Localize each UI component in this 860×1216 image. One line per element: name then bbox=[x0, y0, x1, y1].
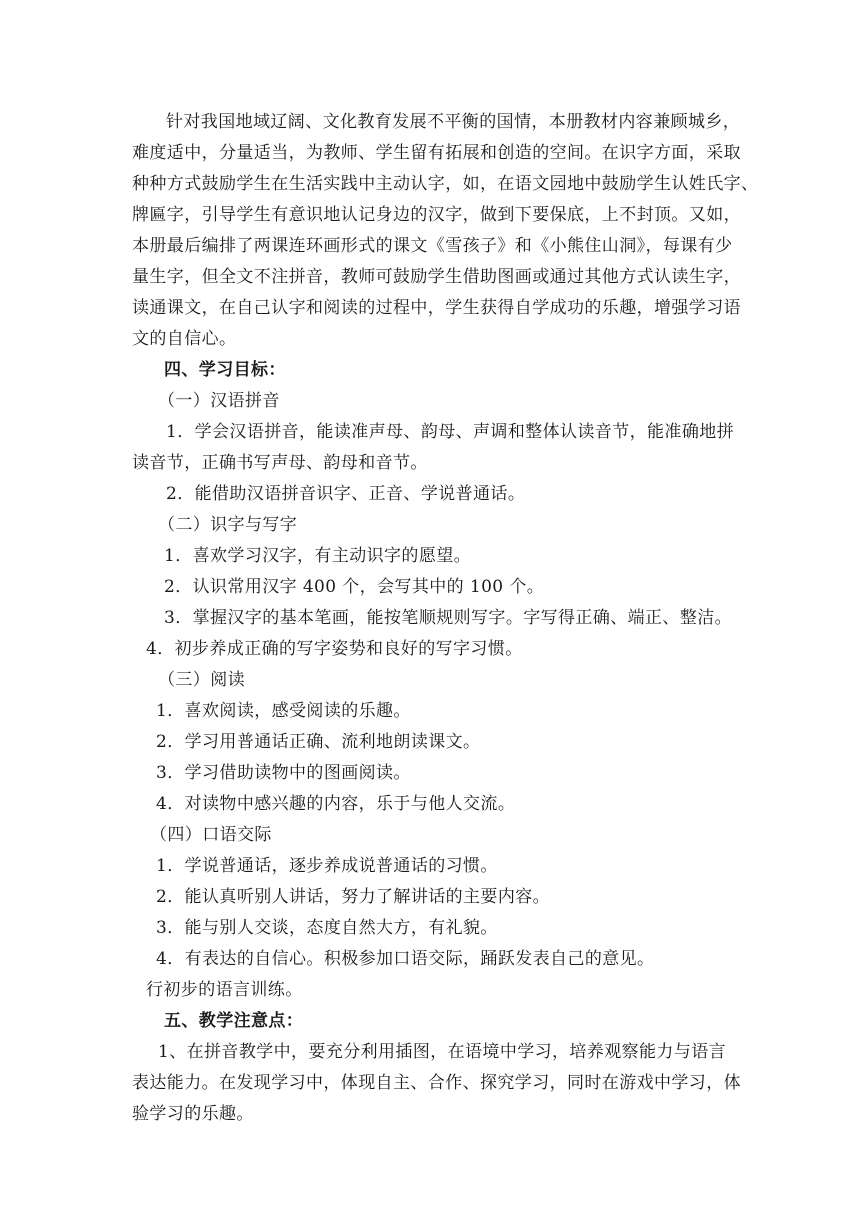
trailing-text: 行初步的语言训练。 bbox=[146, 980, 303, 1000]
intro-line: 难度适中，分量适当，为教师、学生留有拓展和创造的空间。在识字方面，采取 bbox=[132, 143, 741, 163]
list-item: 1．学会汉语拼音，能读准声母、韵母、声调和整体认读音节，能准确地拼 bbox=[166, 422, 735, 442]
list-item: 4．初步养成正确的写字姿势和良好的写字习惯。 bbox=[146, 639, 523, 659]
list-item: 3．学习借助读物中的图画阅读。 bbox=[156, 763, 411, 783]
body-line: 验学习的乐趣。 bbox=[132, 1104, 254, 1124]
list-item: 4．对读物中感兴趣的内容，乐于与他人交流。 bbox=[156, 794, 516, 814]
section-heading: 五、教学注意点： bbox=[164, 1011, 304, 1031]
intro-line: 本册最后编排了两课连环画形式的课文《雪孩子》和《小熊住山洞》，每课有少 bbox=[132, 236, 733, 256]
list-item: 1．喜欢阅读，感受阅读的乐趣。 bbox=[156, 701, 411, 721]
list-item: 2．认识常用汉字 400 个，会写其中的 100 个。 bbox=[164, 577, 545, 597]
intro-line: 文的自信心。 bbox=[132, 329, 237, 349]
section-heading: 四、学习目标： bbox=[164, 360, 286, 380]
list-item-continued: 读音节，正确书写声母、韵母和音节。 bbox=[132, 453, 428, 473]
subsection-title: （二）识字与写字 bbox=[158, 515, 298, 535]
body-line: 表达能力。在发现学习中，体现自主、合作、探究学习，同时在游戏中学习，体 bbox=[132, 1073, 741, 1093]
intro-line: 牌匾字，引导学生有意识地认记身边的汉字，做到下要保底，上不封顶。又如， bbox=[132, 205, 741, 225]
list-item: 2．能认真听别人讲话，努力了解讲话的主要内容。 bbox=[156, 887, 551, 907]
intro-line: 针对我国地域辽阔、文化教育发展不平衡的国情，本册教材内容兼顾城乡， bbox=[166, 112, 741, 132]
list-item: 2．能借助汉语拼音识字、正音、学说普通话。 bbox=[166, 484, 526, 504]
intro-line: 种种方式鼓励学生在生活实践中主动认字，如，在语文园地中鼓励学生认姓氏字、 bbox=[132, 174, 759, 194]
subsection-title: （一）汉语拼音 bbox=[158, 391, 280, 411]
intro-line: 量生字，但全文不注拼音，教师可鼓励学生借助图画或通过其他方式认读生字， bbox=[132, 267, 741, 287]
list-item: 3．掌握汉字的基本笔画，能按笔顺规则写字。字写得正确、端正、整洁。 bbox=[164, 608, 733, 628]
list-item: 1．喜欢学习汉字，有主动识字的愿望。 bbox=[164, 546, 472, 566]
list-item: 1．学说普通话，逐步养成说普通话的习惯。 bbox=[156, 856, 498, 876]
body-line: 1、在拼音教学中，要充分利用插图，在语境中学习，培养观察能力与语言 bbox=[158, 1042, 727, 1062]
list-item: 4．有表达的自信心。积极参加口语交际，踊跃发表自己的意见。 bbox=[156, 949, 655, 969]
list-item: 2．学习用普通话正确、流利地朗读课文。 bbox=[156, 732, 481, 752]
subsection-title: （三）阅读 bbox=[158, 670, 245, 690]
list-item: 3．能与别人交谈，态度自然大方，有礼貌。 bbox=[156, 918, 498, 938]
intro-line: 读通课文，在自己认字和阅读的过程中，学生获得自学成功的乐趣，增强学习语 bbox=[132, 298, 741, 318]
subsection-title: （四）口语交际 bbox=[150, 825, 272, 845]
